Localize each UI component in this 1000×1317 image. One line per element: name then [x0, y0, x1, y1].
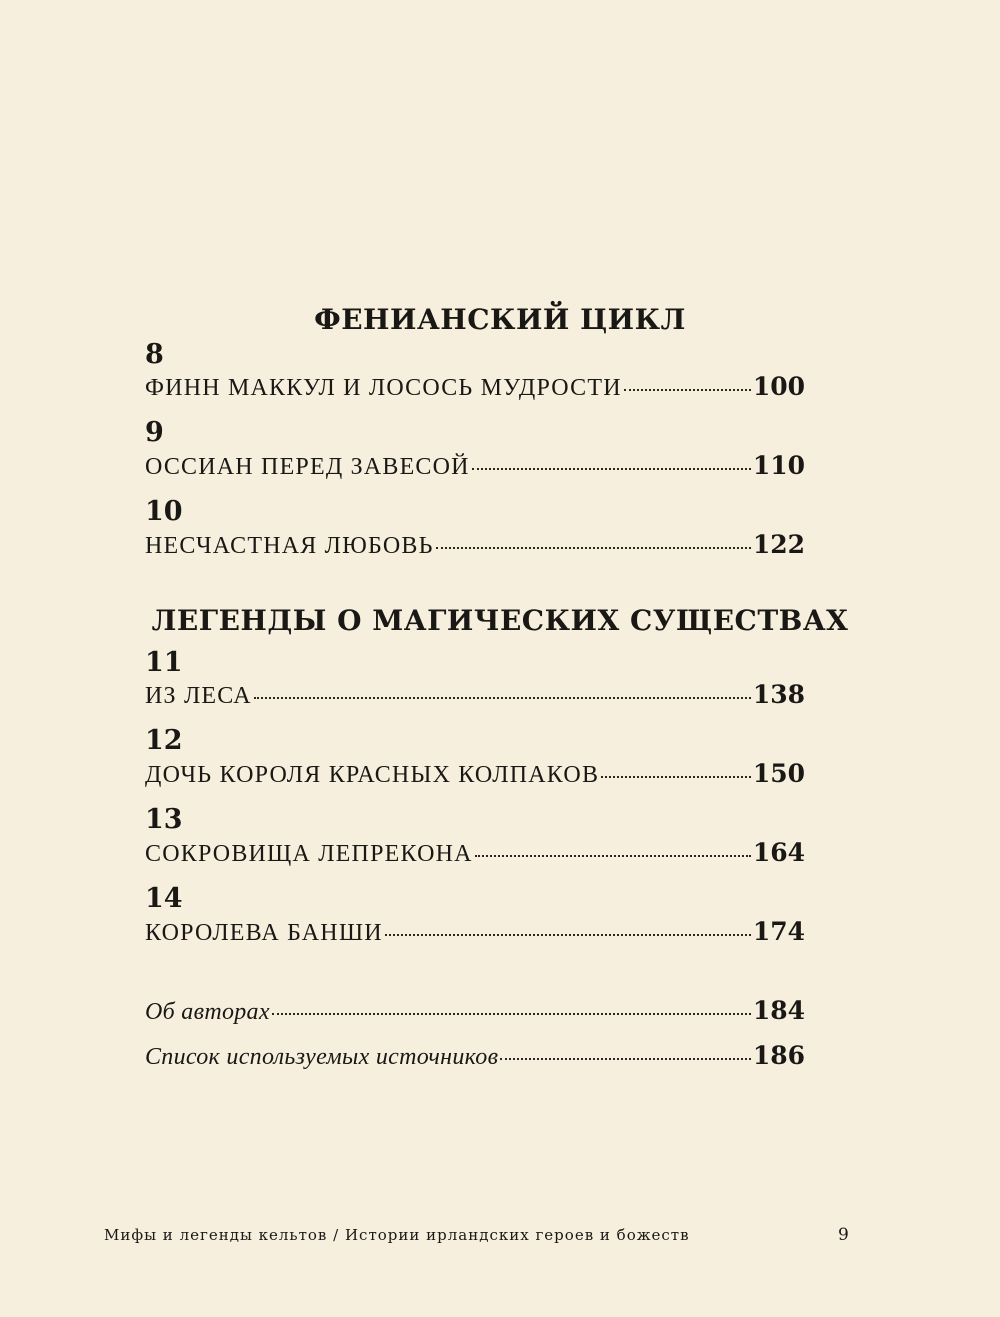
toc-entry-page: 164	[752, 838, 805, 867]
leader-dots	[500, 1058, 751, 1060]
section-title-fenian-cycle: ФЕНИАНСКИЙ ЦИКЛ	[314, 303, 686, 336]
toc-entry-title: НЕСЧАСТНАЯ ЛЮБОВЬ	[145, 533, 434, 559]
chapter-number: 9	[145, 417, 164, 448]
leader-dots	[254, 697, 751, 699]
chapter-number: 10	[145, 496, 183, 527]
chapter-number: 14	[145, 883, 183, 914]
toc-entry-page: 186	[752, 1041, 805, 1070]
toc-entry-sources[interactable]	[145, 1041, 805, 1073]
toc-entry-title: ФИНН МАККУЛ И ЛОСОСЬ МУДРОСТИ	[145, 375, 622, 401]
toc-entry-page: 110	[752, 451, 805, 480]
toc-entry-title: ИЗ ЛЕСА	[145, 683, 252, 709]
leader-dots	[272, 1013, 751, 1015]
toc-entry-title: ДОЧЬ КОРОЛЯ КРАСНЫХ КОЛПАКОВ	[145, 762, 600, 788]
chapter-number: 11	[145, 647, 183, 678]
toc-entry-title: КОРОЛЕВА БАНШИ	[145, 920, 383, 946]
toc-entry-title: СОКРОВИЩА ЛЕПРЕКОНА	[145, 841, 473, 867]
section-title-magical-creatures: ЛЕГЕНДЫ О МАГИЧЕСКИХ СУЩЕСТВАХ	[151, 604, 849, 637]
toc-entry-page: 150	[752, 759, 805, 788]
toc-entry[interactable]	[145, 759, 805, 791]
toc-entry[interactable]	[145, 838, 805, 870]
toc-entry[interactable]	[145, 680, 805, 712]
toc-entry-title: Об авторах	[145, 999, 270, 1025]
toc-entry-page: 138	[752, 680, 805, 709]
chapter-number: 8	[145, 339, 164, 370]
toc-entry-title: Список используемых источников	[145, 1044, 499, 1070]
chapter-number: 13	[145, 804, 183, 835]
toc-entry[interactable]	[145, 530, 805, 562]
toc-entry-page: 174	[752, 917, 805, 946]
leader-dots	[385, 934, 751, 936]
toc-entry-page: 122	[752, 530, 805, 559]
toc-entry-title: ОССИАН ПЕРЕД ЗАВЕСОЙ	[145, 454, 470, 480]
toc-entry-about-authors[interactable]	[145, 996, 805, 1028]
leader-dots	[436, 547, 751, 549]
leader-dots	[624, 389, 751, 391]
toc-entry[interactable]	[145, 917, 805, 949]
toc-entry-page: 184	[752, 996, 805, 1025]
running-footer-title: Мифы и легенды кельтов / Истории ирландских героев и божеств	[104, 1226, 690, 1244]
leader-dots	[475, 855, 751, 857]
toc-entry[interactable]	[145, 372, 805, 404]
page-number: 9	[838, 1225, 849, 1245]
toc-entry[interactable]	[145, 451, 805, 483]
toc-entry-page: 100	[752, 372, 805, 401]
chapter-number: 12	[145, 725, 183, 756]
leader-dots	[472, 468, 751, 470]
leader-dots	[601, 776, 751, 778]
